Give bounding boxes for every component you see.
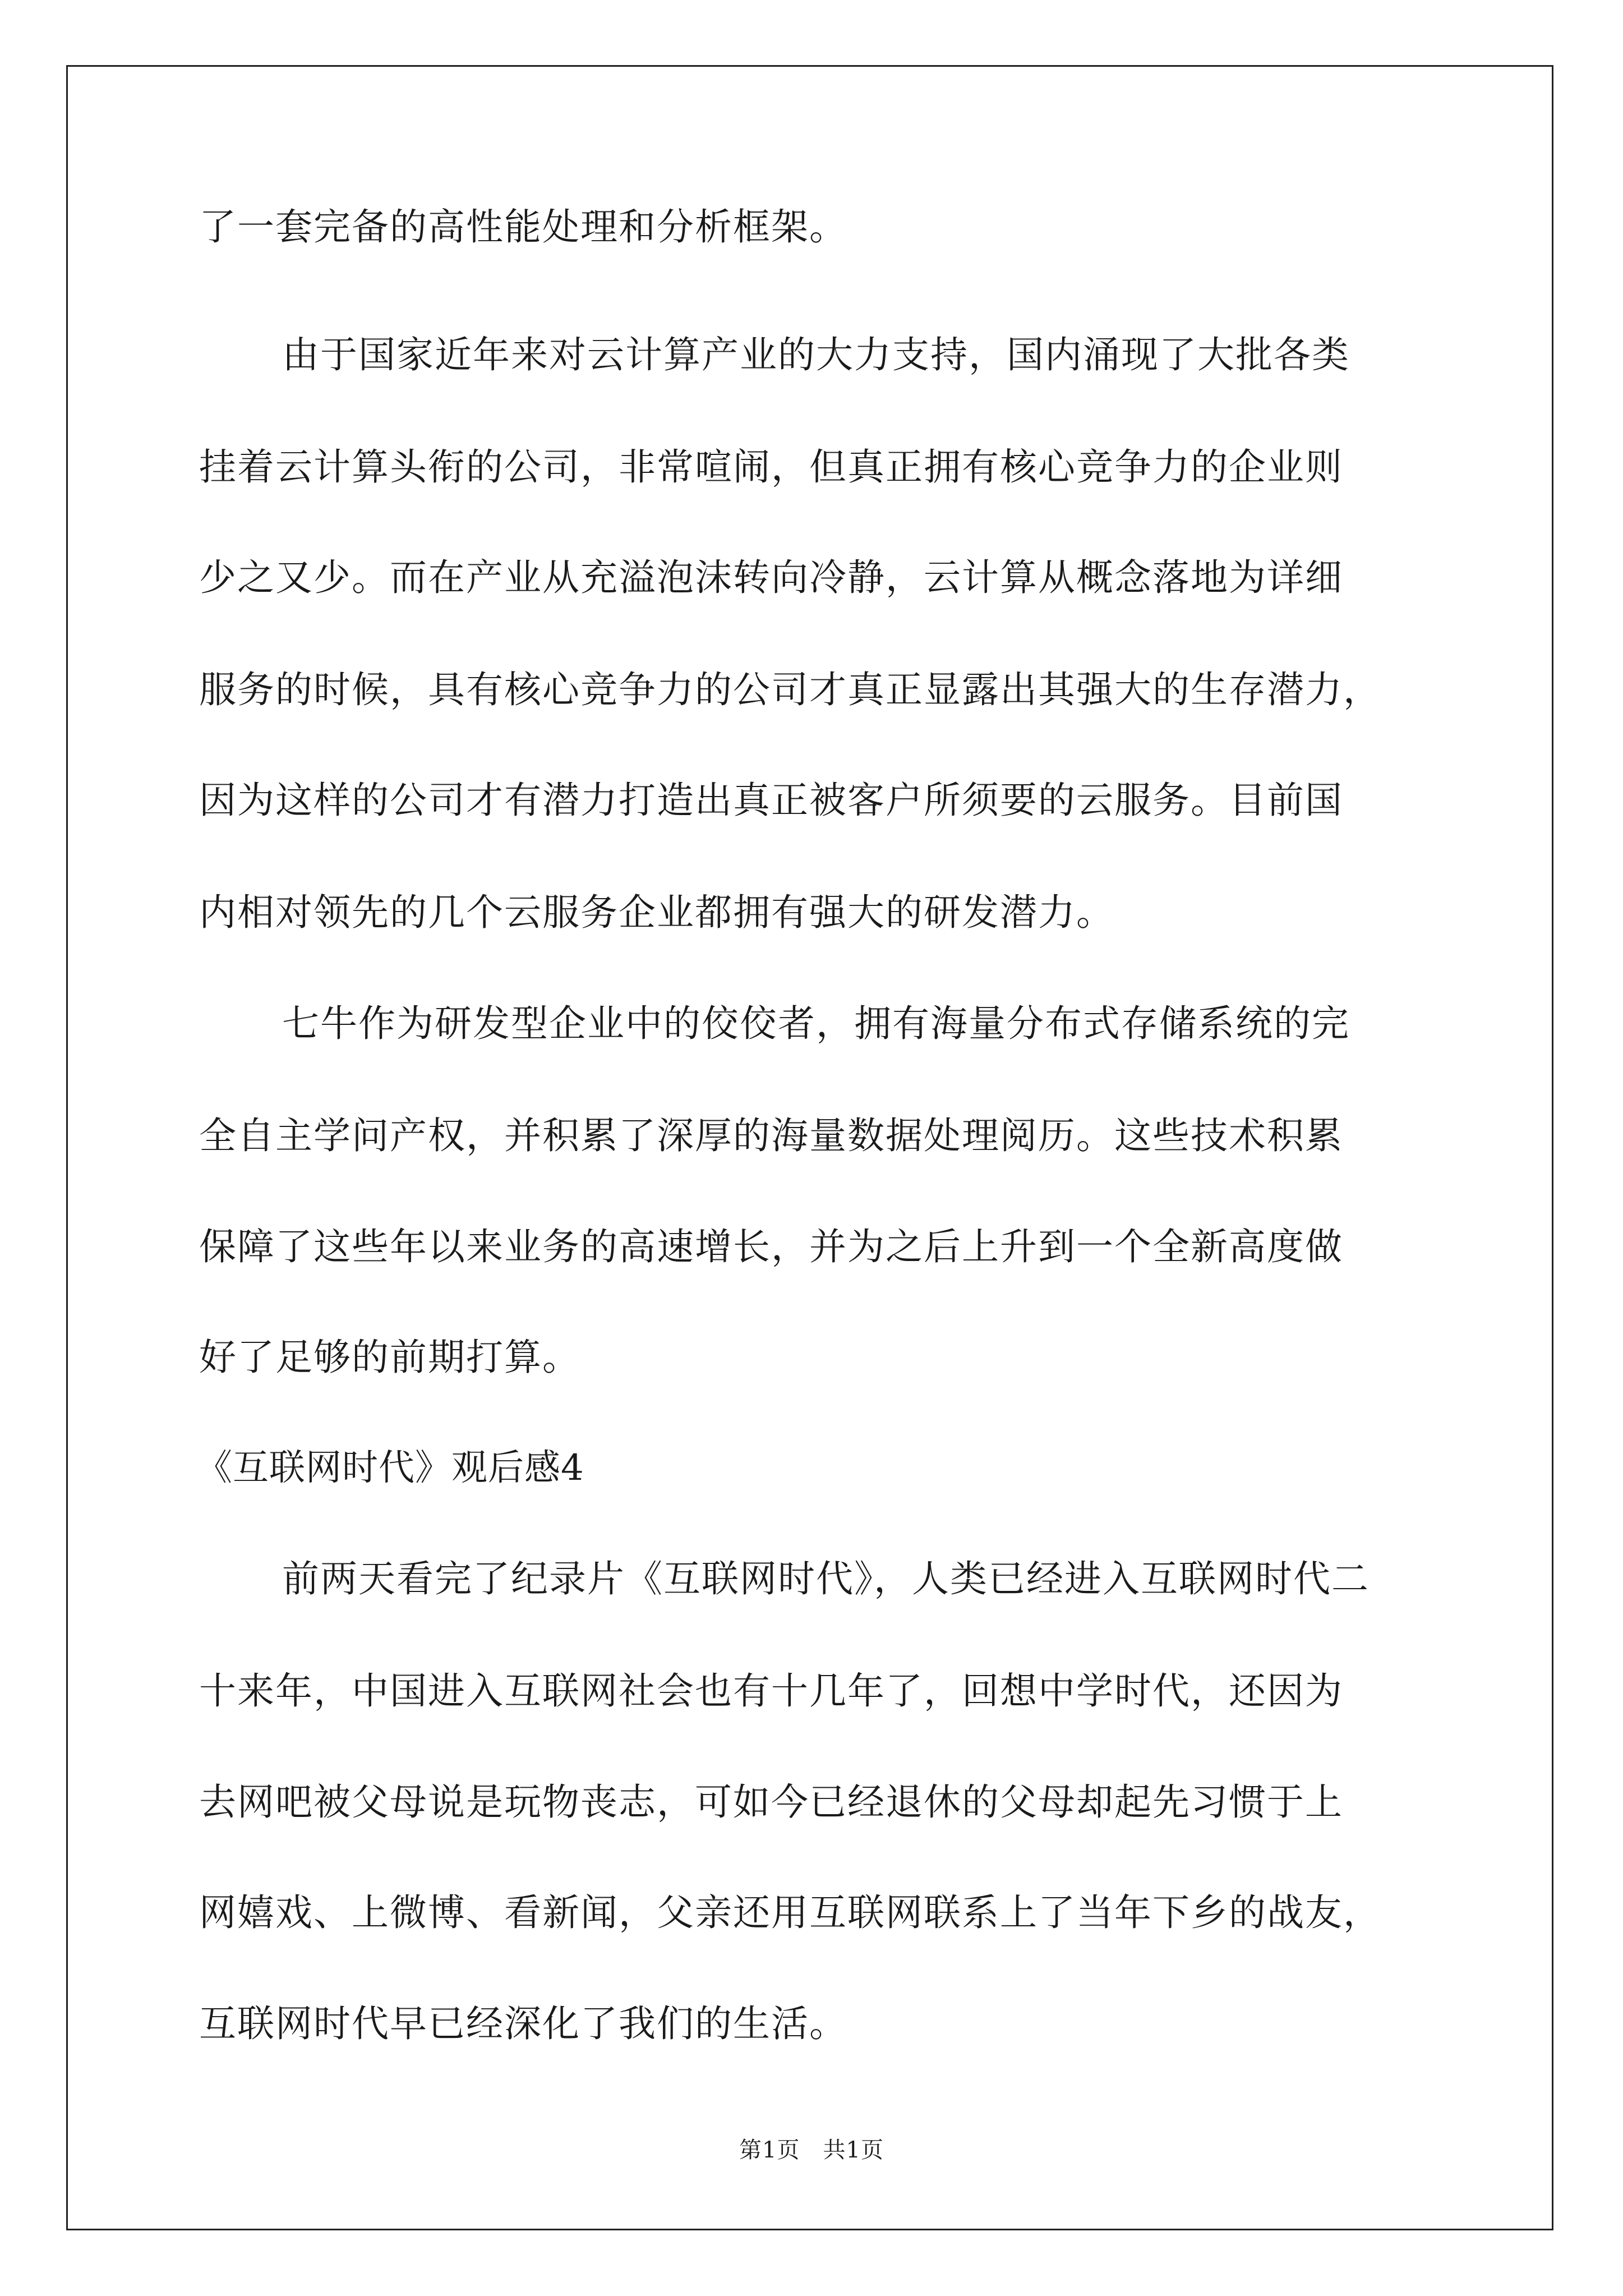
paragraph-line: 了一套完备的高性能处理和分析框架。 — [199, 205, 847, 249]
paragraph-line: 由于国家近年来对云计算产业的大力支持，国内涌现了大批各类 — [282, 333, 1350, 376]
paragraph-line: 全自主学问产权，并积累了深厚的海量数据处理阅历。这些技术积累 — [199, 1114, 1343, 1157]
paragraph-line: 保障了这些年以来业务的高速增长，并为之后上升到一个全新高度做 — [199, 1225, 1343, 1268]
paragraph-line: 挂着云计算头衔的公司，非常喧闹，但真正拥有核心竞争力的企业则 — [199, 445, 1343, 489]
paragraph-line: 十来年，中国进入互联网社会也有十几年了，回想中学时代，还因为 — [199, 1669, 1343, 1713]
section-title: 《互联网时代》观后感4 — [196, 1447, 584, 1489]
paragraph-line: 少之又少。而在产业从充溢泡沫转向冷静，云计算从概念落地为详细 — [199, 556, 1343, 599]
paragraph-line: 前两天看完了纪录片《互联网时代》，人类已经进入互联网时代二 — [282, 1557, 1370, 1600]
page-footer: 第1页 共1页 — [739, 2137, 884, 2163]
paragraph-line: 内相对领先的几个云服务企业都拥有强大的研发潜力。 — [199, 891, 1114, 934]
paragraph-line: 服务的时候，具有核心竞争力的公司才真正显露出其强大的生存潜力， — [199, 668, 1381, 711]
paragraph-line: 好了足够的前期打算。 — [199, 1336, 580, 1379]
paragraph-line: 去网吧被父母说是玩物丧志，可如今已经退休的父母却起先习惯于上 — [199, 1780, 1343, 1824]
paragraph-line: 因为这样的公司才有潜力打造出真正被客户所须要的云服务。目前国 — [199, 779, 1343, 822]
paragraph-line: 七牛作为研发型企业中的佼佼者，拥有海量分布式存储系统的完 — [282, 1002, 1350, 1045]
paragraph-line: 互联网时代早已经深化了我们的生活。 — [199, 2002, 847, 2045]
paragraph-line: 网嬉戏、上微博、看新闻，父亲还用互联网联系上了当年下乡的战友， — [199, 1891, 1381, 1934]
